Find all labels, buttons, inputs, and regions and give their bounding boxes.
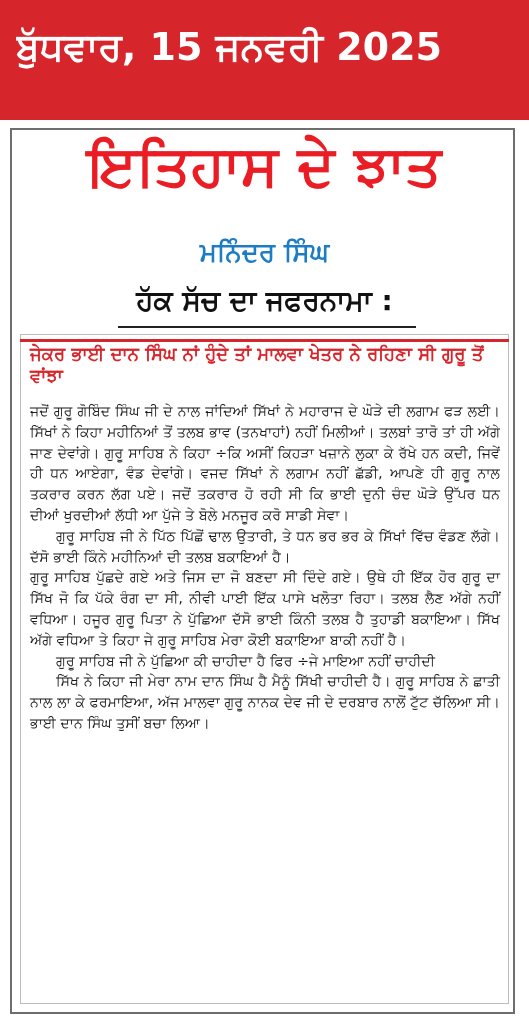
- article-body: [30, 402, 500, 735]
- article-paragraph: ਗੁਰੂ ਸਾਹਿਬ ਜੀ ਨੇ ਪੁੱਛਿਆ ਕੀ ਚਾਹੀਦਾ ਹੈ ਫਿਰ ÷ਜੇ ਮਾਇਆ ਨਹੀਂ ਚਾਹੀਦੀ: [56, 653, 436, 670]
- author-name: ਮਨਿੰਦਰ ਸਿੰਘ: [199, 238, 330, 268]
- date-banner: [0, 0, 529, 120]
- subheading-underline: [118, 326, 416, 328]
- article-top-rule: [20, 339, 509, 342]
- date-text: ਬੁੱਧਵਾਰ, 15 ਜਨਵਰੀ 2025: [16, 26, 442, 69]
- article-paragraph: ਗੁਰੂ ਸਾਹਿਬ ਪੁੱਛਦੇ ਗਏ ਅਤੇ ਜਿਸ ਦਾ ਜੋ ਬਣਦਾ ਸੀ ਦਿੰਦੇ ਗਏ। ਉਥੇ ਹੀ ਇੱਕ ਹੋਰ ਗੁਰੂ ਦਾ ਸਿੱਖ ਜੋ ਕਿ ਪੱਕੇ ਰੰਗ ਦਾ ਸੀ, ਨੀਵੀ ਪਾਈ ਇੱਕ ਪਾਸੇ ਖਲੋਤਾ ਰਿਹਾ। ਤਲਬ ਲੈਣ ਅੱਗੇ ਨਹੀਂ ਵਧਿਆ। ਹਜੂਰ ਗੁਰੂ ਪਿਤਾ ਨੇ ਪੁੱਛਿਆ ਦੱਸੋ ਭਾਈ ਕਿੰਨੀ ਤਲਬ ਹੈ ਤੁਹਾਡੀ ਬਕਾਇਆ। ਸਿੱਖ ਅੱਗੇ ਵਧਿਆ ਤੇ ਕਿਹਾ ਜੇ ਗੁਰੂ ਸਾਹਿਬ ਮੇਰਾ ਕੋਈ ਬਕਾਇਆ ਬਾਕੀ ਨਹੀਂ ਹੈ।: [30, 570, 500, 649]
- column-subheading: ਹੱਕ ਸੱਚ ਦਾ ਜਫਰਨਾਮਾ :: [136, 284, 393, 317]
- article-paragraph: ਗੁਰੂ ਸਾਹਿਬ ਜੀ ਨੇ ਪਿੱਠ ਪਿੱਛੋਂ ਢਾਲ ਉਤਾਰੀ, ਤੇ ਧਨ ਭਰ ਭਰ ਕੇ ਸਿੱਖਾਂ ਵਿੱਚ ਵੰਡਣ ਲੱਗੇ। ਦੱਸੋ ਭਾਈ ਕਿੰਨੇ ਮਹੀਨਿਆਂ ਦੀ ਤਲਬ ਬਕਾਇਆਂ ਹੈ।: [30, 528, 500, 566]
- column-heading: ਇਤਿਹਾਸ ਦੇ ਝਾਤ: [87, 134, 442, 199]
- article-paragraph: ਜਦੋਂ ਗੁਰੂ ਗੋਬਿੰਦ ਸਿੰਘ ਜੀ ਦੇ ਨਾਲ ਜਾਂਦਿਆਂ ਸਿੱਖਾਂ ਨੇ ਮਹਾਰਾਜ ਦੇ ਘੋੜੇ ਦੀ ਲਗਾਮ ਫੜ ਲਈ। ਸਿੱਖਾਂ ਨੇ ਕਿਹਾ ਮਹੀਨਿਆਂ ਤੋਂ ਤਲਬ ਭਾਵ (ਤਨਖਾਹਾਂ) ਨਹੀਂ ਮਿਲੀਆਂ। ਤਲਬਾਂ ਤਾਰੋ ਤਾਂ ਹੀ ਅੱਗੇ ਜਾਣ ਦੇਵਾਂਗੇ। ਗੁਰੂ ਸਾਹਿਬ ਨੇ ਕਿਹਾ ÷ਕਿ ਅਸੀਂ ਕਿਹੜਾ ਖਜ਼ਾਨੇ ਲੁਕਾ ਕੇ ਰੱਖੇ ਹਨ ਕਦੀ, ਜਿਵੇਂ ਹੀ ਧਨ ਆਏਗਾ, ਵੰਡ ਦੇਵਾਂਗੇ। ਵਜਦ ਸਿੱਖਾਂ ਨੇ ਲਗਾਮ ਨਹੀਂ ਛੱਡੀ, ਆਪਣੇ ਹੀ ਗੁਰੂ ਨਾਲ ਤਕਰਾਰ ਕਰਨ ਲੱਗ ਪਏ। ਜਦੋਂ ਤਕਰਾਰ ਹੋ ਰਹੀ ਸੀ ਕਿ ਭਾਈ ਦੁਨੀ ਚੰਦ ਘੋੜੇ ਉੱਪਰ ਧਨ ਦੀਆਂ ਖੁਰਦੀਆਂ ਲੱਧੀ ਆ ਪੁੱਜੇ ਤੇ ਬੋਲੇ ਮਨਜੂਰ ਕਰੋ ਸਾਡੀ ਸੇਵਾ।: [30, 404, 500, 524]
- article-paragraph: ਸਿੱਖ ਨੇ ਕਿਹਾ ਜੀ ਮੇਰਾ ਨਾਮ ਦਾਨ ਸਿੰਘ ਹੈ ਮੈਨੂੰ ਸਿੱਖੀ ਚਾਹੀਦੀ ਹੈ। ਗੁਰੂ ਸਾਹਿਬ ਨੇ ਛਾਤੀ ਨਾਲ ਲਾ ਕੇ ਫਰਮਾਇਆ, ਅੱਜ ਮਾਲਵਾ ਗੁਰੂ ਨਾਨਕ ਦੇਵ ਜੀ ਦੇ ਦਰਬਾਰ ਨਾਲੋਂ ਟੁੱਟ ਚੱਲਿਆ ਸੀ। ਭਾਈ ਦਾਨ ਸਿੰਘ ਤੁਸੀਂ ਬਚਾ ਲਿਆ।: [30, 674, 500, 732]
- article-headline: ਜੇਕਰ ਭਾਈ ਦਾਨ ਸਿੰਘ ਨਾਂ ਹੁੰਦੇ ਤਾਂ ਮਾਲਵਾ ਖੇਤਰ ਨੇ ਰਹਿਣਾ ਸੀ ਗੁਰੂ ਤੋਂ ਵਾਂਝਾ: [30, 344, 484, 387]
